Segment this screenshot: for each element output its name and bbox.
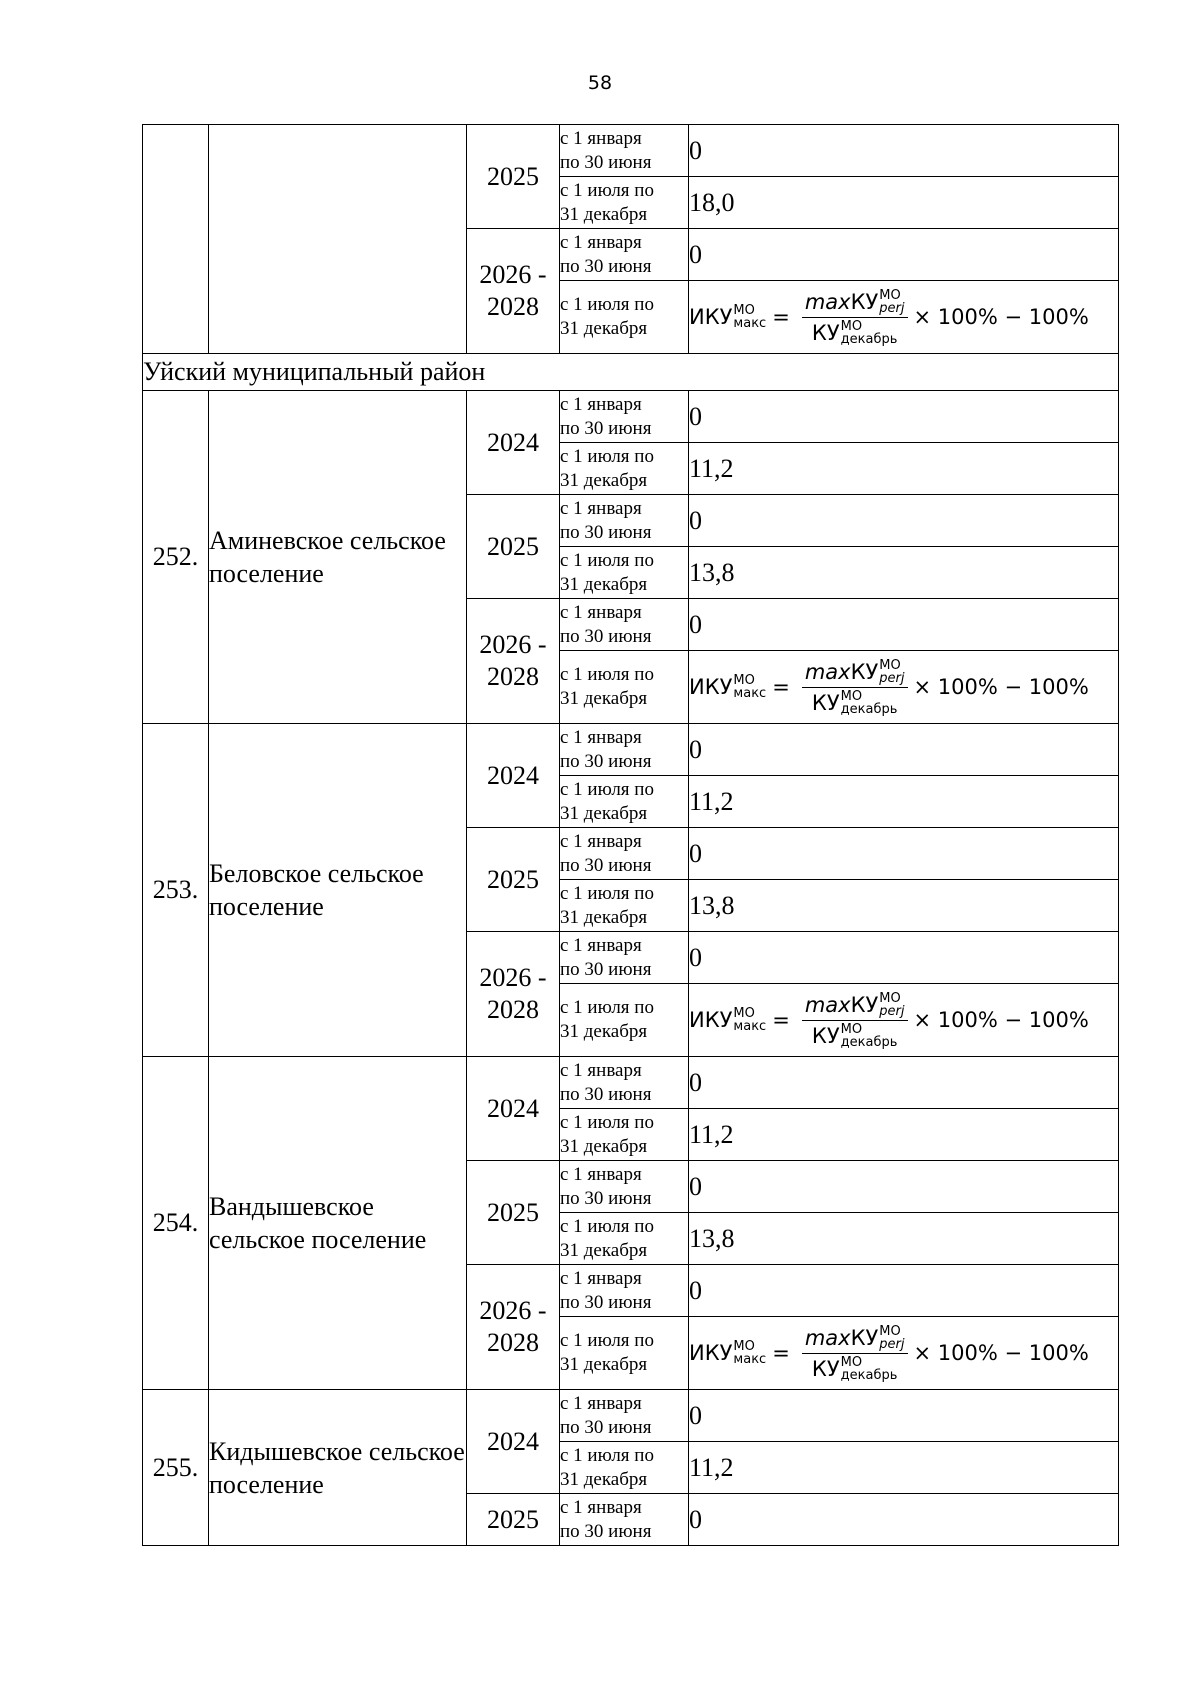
table-row [143,1390,1119,1442]
formula-cell [689,1317,1119,1390]
period-cell: с 1 января по 30 июня [560,828,689,880]
period-cell: с 1 января по 30 июня [560,1057,689,1109]
value-cell: 0 [689,229,1119,281]
year-cell: 2025 [467,1494,560,1546]
value-cell: 0 [689,599,1119,651]
period-cell: с 1 июля по 31 декабря [560,776,689,828]
year-cell: 2026 - 2028 [467,599,560,724]
year-cell: 2026 - 2028 [467,1265,560,1390]
entry-number: 252. [143,391,209,724]
entry-name: Аминевское сельское поселение [209,391,467,724]
period-cell: с 1 июля по 31 декабря [560,1109,689,1161]
value-cell: 11,2 [689,1109,1119,1161]
value-cell: 13,8 [689,1213,1119,1265]
entry-name: Беловское сельское поселение [209,724,467,1057]
formula-cell [689,281,1119,354]
value-cell: 0 [689,1265,1119,1317]
value-cell: 0 [689,1161,1119,1213]
period-cell: с 1 января по 30 июня [560,229,689,281]
section-row [143,354,1119,391]
period-cell: с 1 июля по 31 декабря [560,651,689,724]
value-cell: 0 [689,932,1119,984]
entry-name: Вандышевское сельское поселение [209,1057,467,1390]
period-cell: с 1 июля по 31 декабря [560,547,689,599]
table-row [143,724,1119,776]
period-cell: с 1 января по 30 июня [560,495,689,547]
period-cell: с 1 января по 30 июня [560,724,689,776]
table-row [143,125,1119,177]
period-cell: с 1 января по 30 июня [560,1265,689,1317]
year-cell: 2026 - 2028 [467,229,560,354]
formula-cell [689,984,1119,1057]
value-cell: 0 [689,391,1119,443]
year-cell: 2024 [467,1390,560,1494]
period-cell: с 1 января по 30 июня [560,1494,689,1546]
period-cell: с 1 января по 30 июня [560,125,689,177]
value-cell: 11,2 [689,443,1119,495]
value-cell: 0 [689,724,1119,776]
period-cell: с 1 июля по 31 декабря [560,177,689,229]
period-cell: с 1 января по 30 июня [560,1161,689,1213]
period-cell: с 1 июля по 31 декабря [560,1213,689,1265]
table-row [143,1057,1119,1109]
year-cell: 2025 [467,495,560,599]
value-cell: 13,8 [689,547,1119,599]
table-row [143,391,1119,443]
formula: ИКУ МО макс = max КУ МО perj КУ МО декабрь × 100% − 100% [689,657,1089,717]
year-cell: 2025 [467,1161,560,1265]
year-cell: 2024 [467,724,560,828]
year-cell: 2024 [467,391,560,495]
value-cell: 0 [689,1390,1119,1442]
name-cell [209,125,467,354]
period-cell: с 1 января по 30 июня [560,932,689,984]
period-cell: с 1 июля по 31 декабря [560,281,689,354]
entry-number: 254. [143,1057,209,1390]
formula: ИКУ МО макс = max КУ МО perj КУ МО декабрь × 100% − 100% [689,287,1089,347]
num-cell [143,125,209,354]
section-title: Уйский муниципальный район [143,354,1119,391]
entry-name: Кидышевское сельское поселение [209,1390,467,1546]
tariff-table [142,124,1119,1546]
value-cell: 11,2 [689,1442,1119,1494]
value-cell: 0 [689,495,1119,547]
page-number: 58 [587,72,613,94]
period-cell: с 1 января по 30 июня [560,1390,689,1442]
period-cell: с 1 июля по 31 декабря [560,984,689,1057]
entry-number: 253. [143,724,209,1057]
period-cell: с 1 июля по 31 декабря [560,1317,689,1390]
period-cell: с 1 января по 30 июня [560,599,689,651]
value-cell: 0 [689,1494,1119,1546]
value-cell: 18,0 [689,177,1119,229]
value-cell: 0 [689,1057,1119,1109]
entry-number: 255. [143,1390,209,1546]
period-cell: с 1 июля по 31 декабря [560,443,689,495]
value-cell: 13,8 [689,880,1119,932]
period-cell: с 1 июля по 31 декабря [560,880,689,932]
period-cell: с 1 июля по 31 декабря [560,1442,689,1494]
value-cell: 11,2 [689,776,1119,828]
year-cell: 2024 [467,1057,560,1161]
period-cell: с 1 января по 30 июня [560,391,689,443]
value-cell: 0 [689,828,1119,880]
formula: ИКУ МО макс = max КУ МО perj КУ МО декабрь × 100% − 100% [689,1323,1089,1383]
formula-cell [689,651,1119,724]
year-cell: 2025 [467,125,560,229]
formula: ИКУ МО макс = max КУ МО perj КУ МО декабрь × 100% − 100% [689,990,1089,1050]
value-cell: 0 [689,125,1119,177]
year-cell: 2025 [467,828,560,932]
year-cell: 2026 - 2028 [467,932,560,1057]
